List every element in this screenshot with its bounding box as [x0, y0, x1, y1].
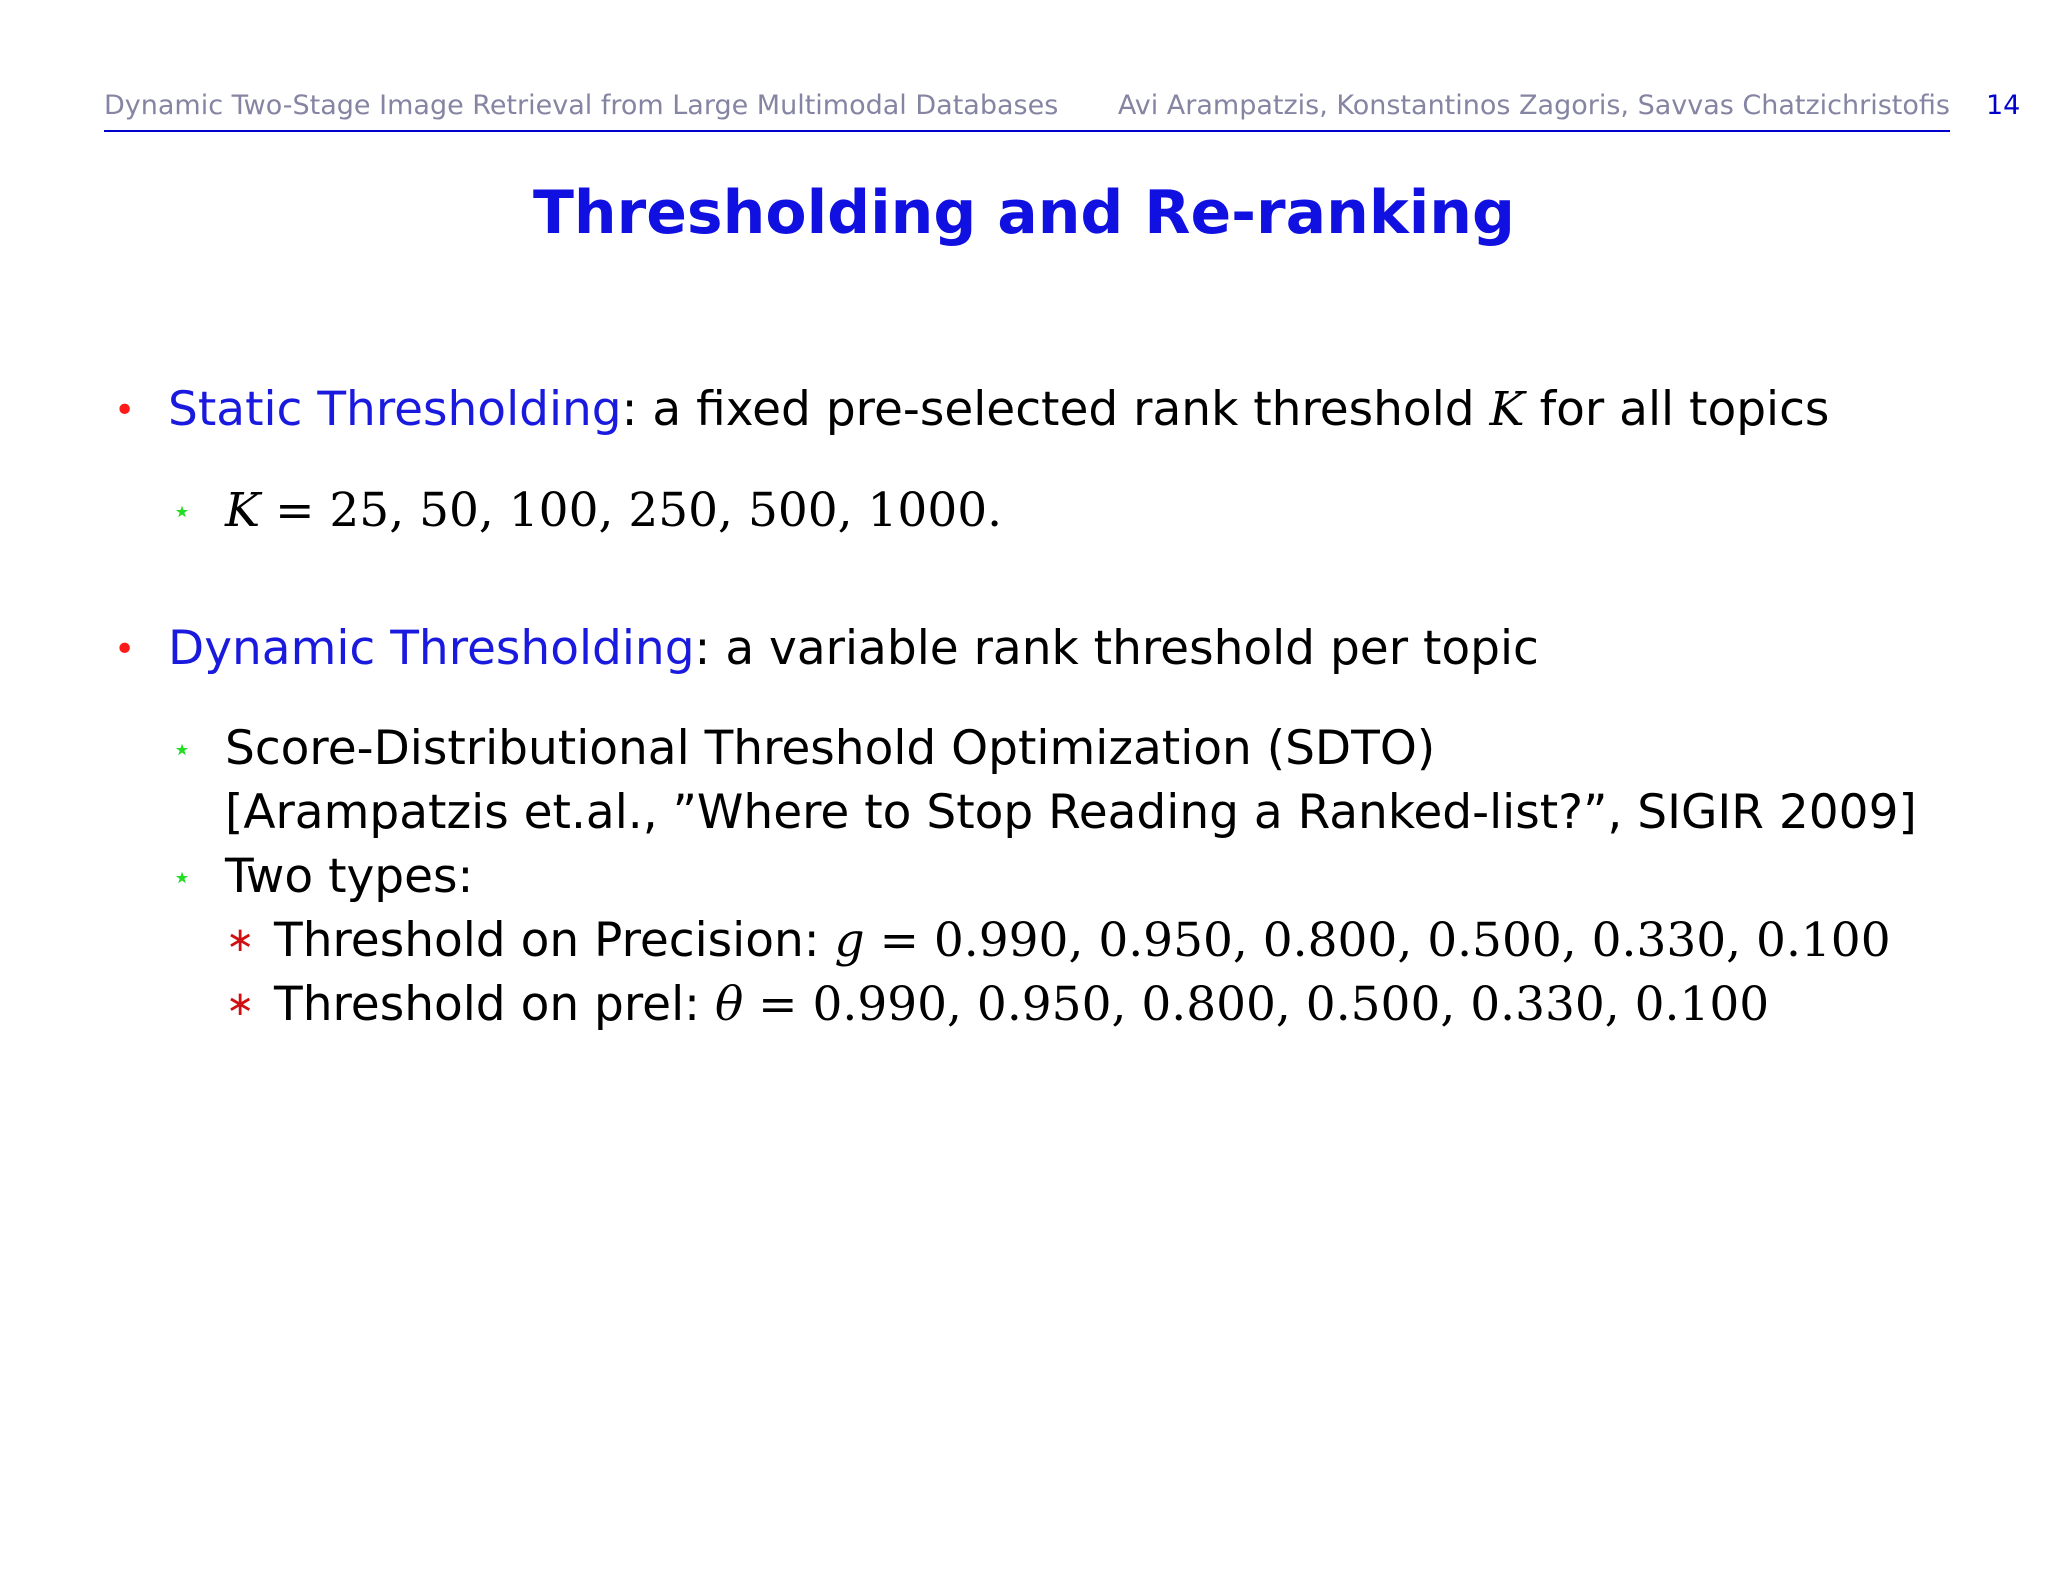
text: a fixed pre-selected rank threshold [637, 382, 1490, 437]
sub-sdto-citation: [Arampatzis et.al., ”Where to Stop Reading a Ranked-list?”, SIGIR 2009] [225, 785, 1917, 840]
sub-k-values [225, 483, 1003, 538]
slide-header [104, 90, 1950, 130]
variable-g: g [834, 913, 865, 968]
variable-k: K [225, 483, 261, 538]
equals: = [260, 483, 330, 538]
header-divider [104, 130, 1950, 132]
subsub-prel [274, 977, 1770, 1032]
page-number: 14 [1986, 90, 2021, 121]
k-values: 25, 50, 100, 250, 500, 1000. [329, 483, 1003, 538]
subsub-precision [274, 913, 1891, 968]
sub-sdto: Score-Distributional Threshold Optimization (SDTO) [225, 721, 1436, 776]
term-dynamic-thresholding: Dynamic Thresholding [168, 621, 695, 676]
star-icon: ⋆ [172, 858, 193, 896]
label: Threshold on Precision: [274, 913, 835, 968]
label: Threshold on prel: [274, 977, 715, 1032]
variable-theta: θ [714, 977, 744, 1032]
slide-title: Thresholding and Re-ranking [533, 178, 1515, 248]
bullet-icon: • [114, 629, 136, 670]
text: for all topics [1524, 382, 1830, 437]
sub-two-types: Two types: [225, 849, 474, 904]
asterisk-icon: ∗ [226, 920, 255, 960]
bullet-dynamic-thresholding [168, 621, 1539, 676]
g-values: 0.990, 0.950, 0.800, 0.500, 0.330, 0.100 [933, 913, 1891, 968]
equals: = [743, 977, 813, 1032]
colon: : [694, 621, 711, 676]
presentation-title: Dynamic Two-Stage Image Retrieval from Large Multimodal Databases [104, 90, 1059, 121]
equals: = [864, 913, 934, 968]
star-icon: ⋆ [172, 492, 193, 530]
colon: : [621, 382, 638, 437]
asterisk-icon: ∗ [226, 984, 255, 1024]
text: a variable rank threshold per topic [710, 621, 1539, 676]
star-icon: ⋆ [172, 730, 193, 768]
theta-values: 0.990, 0.950, 0.800, 0.500, 0.330, 0.100 [812, 977, 1770, 1032]
bullet-icon: • [114, 390, 136, 431]
bullet-static-thresholding [168, 382, 1830, 437]
variable-k: K [1489, 382, 1525, 437]
term-static-thresholding: Static Thresholding [168, 382, 622, 437]
authors: Avi Arampatzis, Konstantinos Zagoris, Savvas Chatzichristofis [1117, 90, 1950, 121]
